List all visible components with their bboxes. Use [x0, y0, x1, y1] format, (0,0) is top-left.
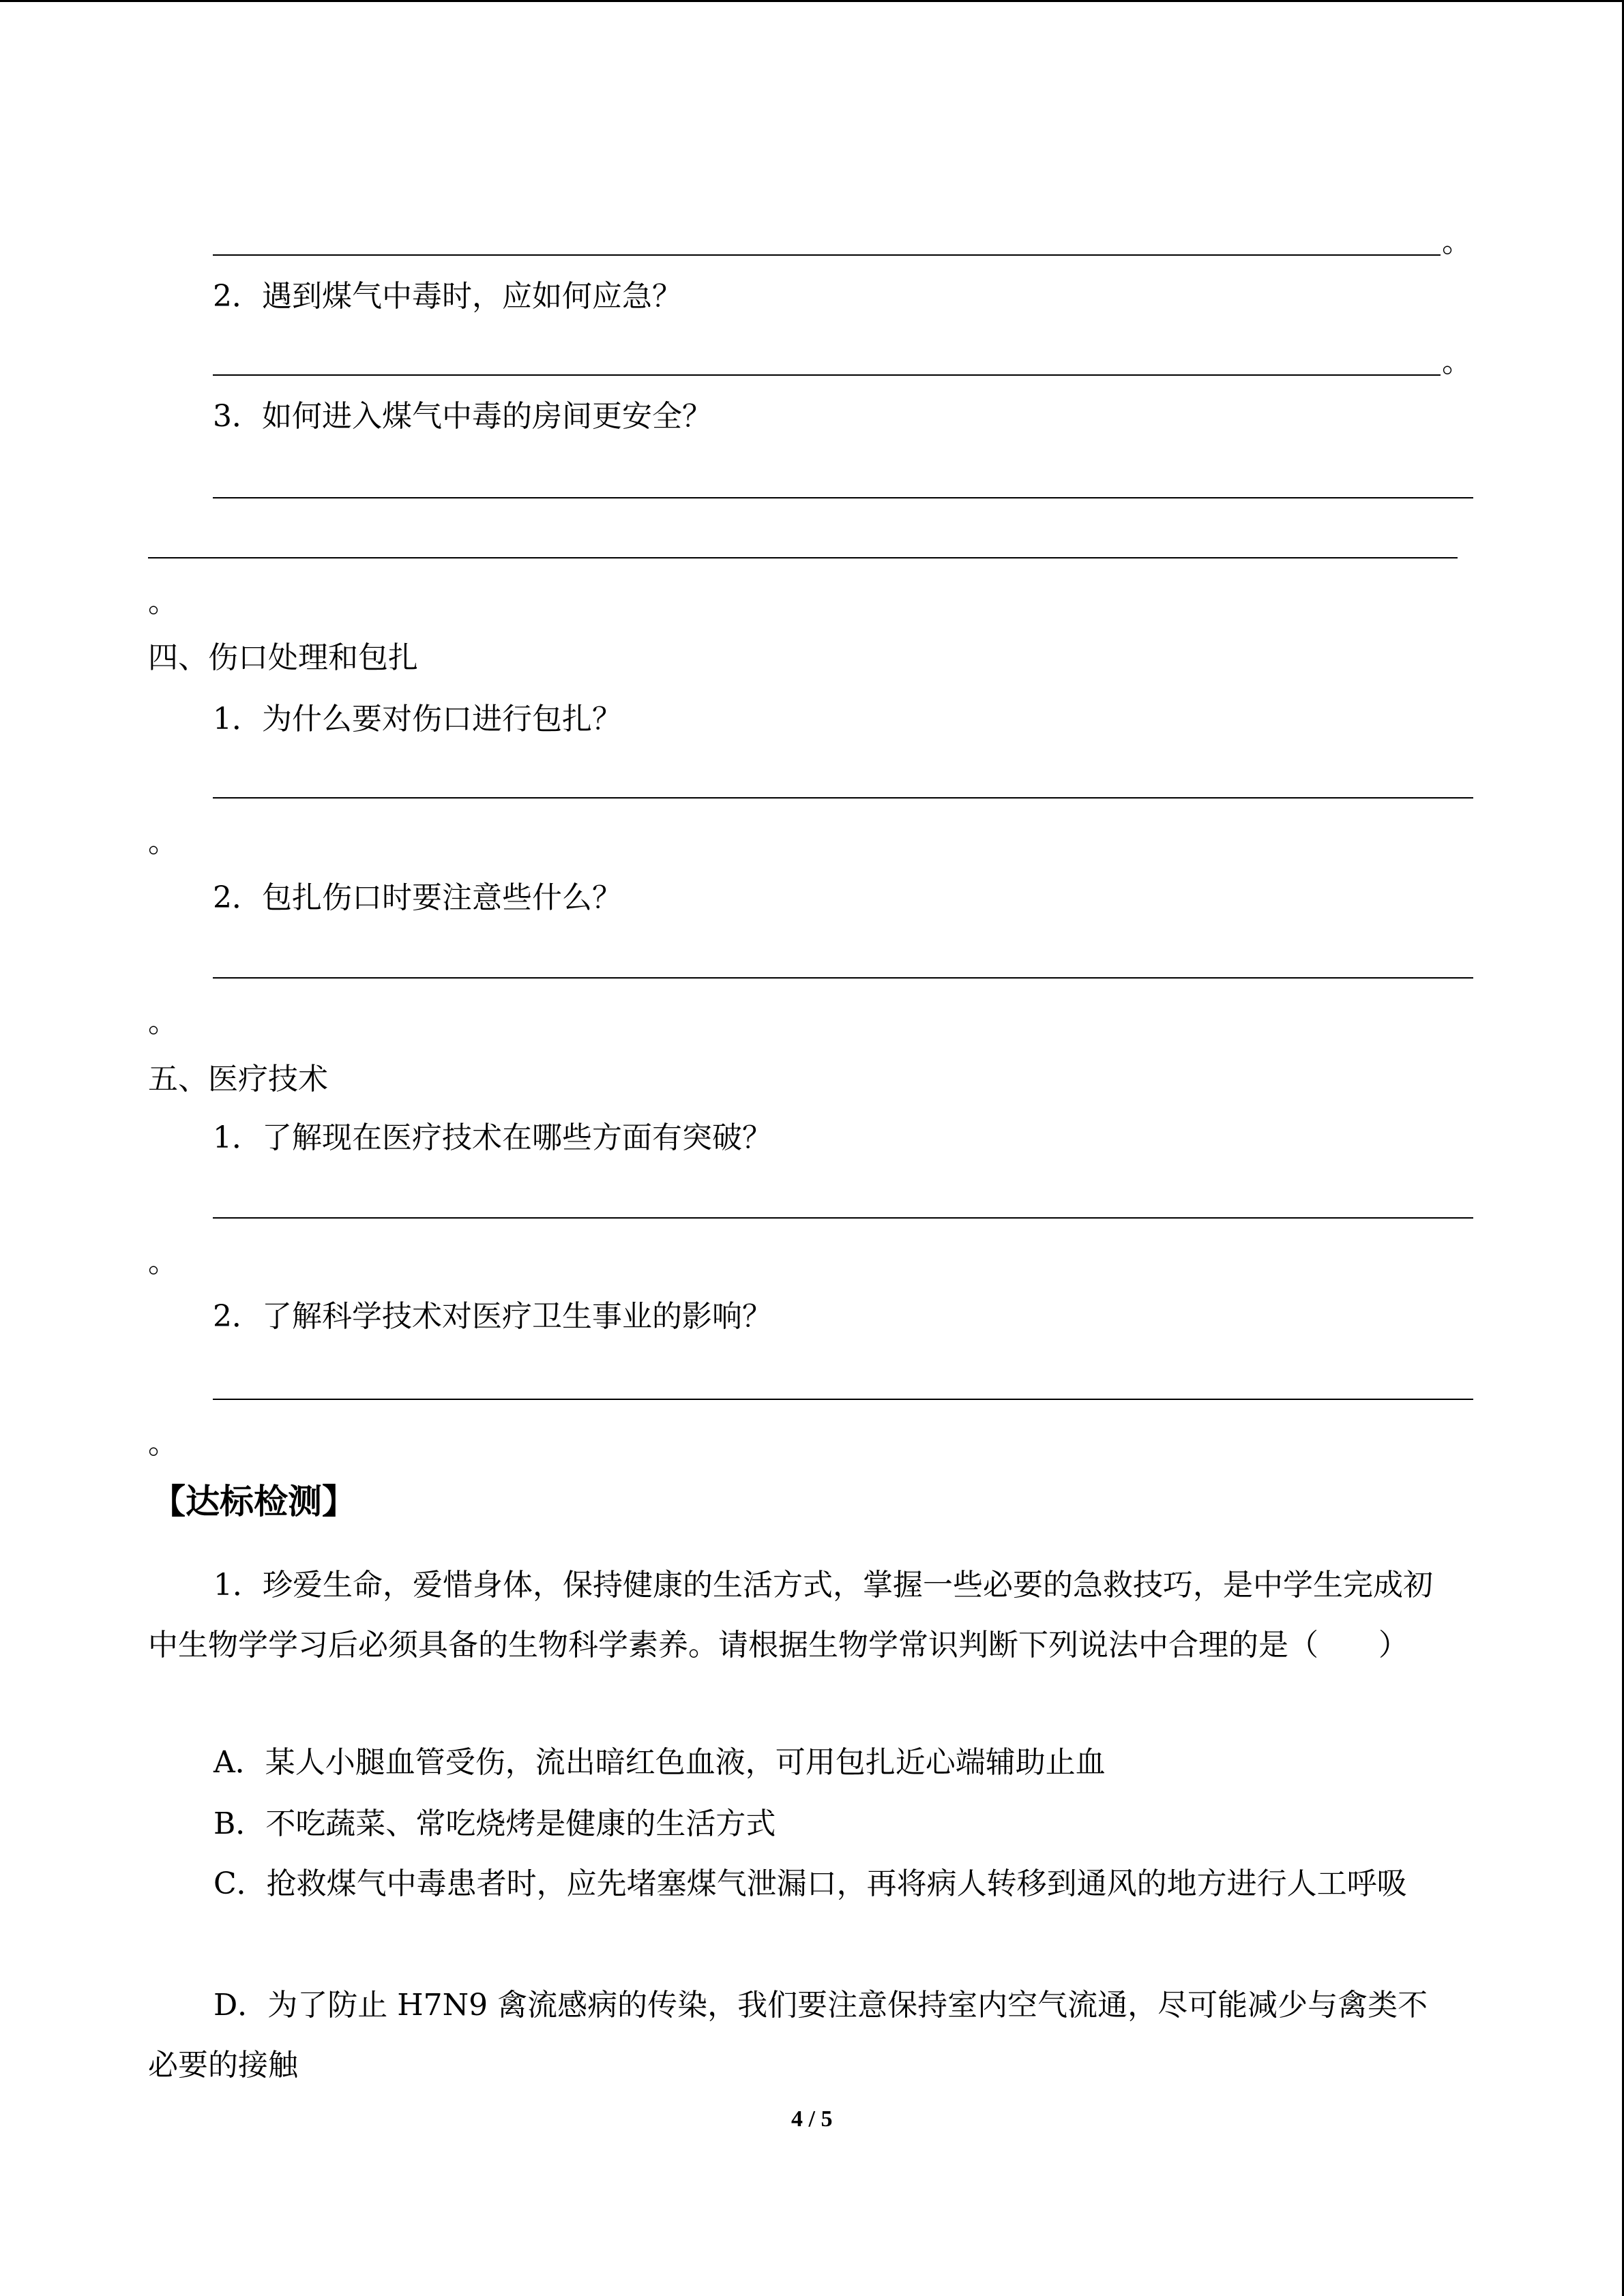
answer-line [213, 797, 1473, 799]
question-5-2: 2．了解科学技术对医疗卫生事业的影响？ [213, 1299, 772, 1334]
line-end-period: 。 [148, 1244, 178, 1279]
question-5-1: 1．了解现在医疗技术在哪些方面有突破？ [213, 1120, 772, 1155]
line-end-period: 。 [148, 1004, 178, 1039]
line-end-period: 。 [148, 824, 178, 859]
question-check-1-stem: 1．珍爱生命，爱惜身体，保持健康的生活方式，掌握一些必要的急救技巧，是中学生完成初中生物学学习后必须具备的生物科学素养。请根据生物学常识判断下列说法中合理的是（ ） [148, 1568, 1433, 1663]
line-end-period: 。 [148, 1426, 178, 1461]
section-title-5: 五、医疗技术 [148, 1062, 328, 1097]
answer-line [213, 254, 1441, 256]
answer-line [213, 374, 1441, 376]
section-title-4: 四、伤口处理和包扎 [148, 640, 418, 675]
line-end-period: 。 [1442, 344, 1472, 379]
option-c: C．抢救煤气中毒患者时，应先堵塞煤气泄漏口，再将病人转移到通风的地方进行人工呼吸 [213, 1866, 1407, 1901]
page-number: 4 / 5 [791, 2106, 833, 2132]
section-title-check: 【达标检测】 [151, 1482, 356, 1521]
question-4-1: 1．为什么要对伤口进行包扎？ [213, 702, 622, 736]
answer-line [213, 1399, 1473, 1400]
line-end-period: 。 [1442, 224, 1472, 259]
question-3-3: 3．如何进入煤气中毒的房间更安全？ [213, 399, 712, 434]
answer-line [148, 557, 1458, 558]
answer-line [213, 497, 1473, 498]
answer-line [213, 977, 1473, 979]
option-d: D．为了防止 H7N9 禽流感病的传染，我们要注意保持室内空气流通，尽可能减少与禽类不必要的接触 [148, 1988, 1428, 2083]
question-3-2: 2．遇到煤气中毒时，应如何应急？ [213, 279, 682, 314]
option-a: A．某人小腿血管受伤，流出暗红色血液，可用包扎近心端辅助止血 [213, 1745, 1106, 1780]
question-4-2: 2．包扎伤口时要注意些什么？ [213, 880, 622, 915]
answer-line [213, 1217, 1473, 1219]
option-b: B．不吃蔬菜、常吃烧烤是健康的生活方式 [213, 1806, 776, 1841]
line-end-period: 。 [148, 584, 178, 619]
